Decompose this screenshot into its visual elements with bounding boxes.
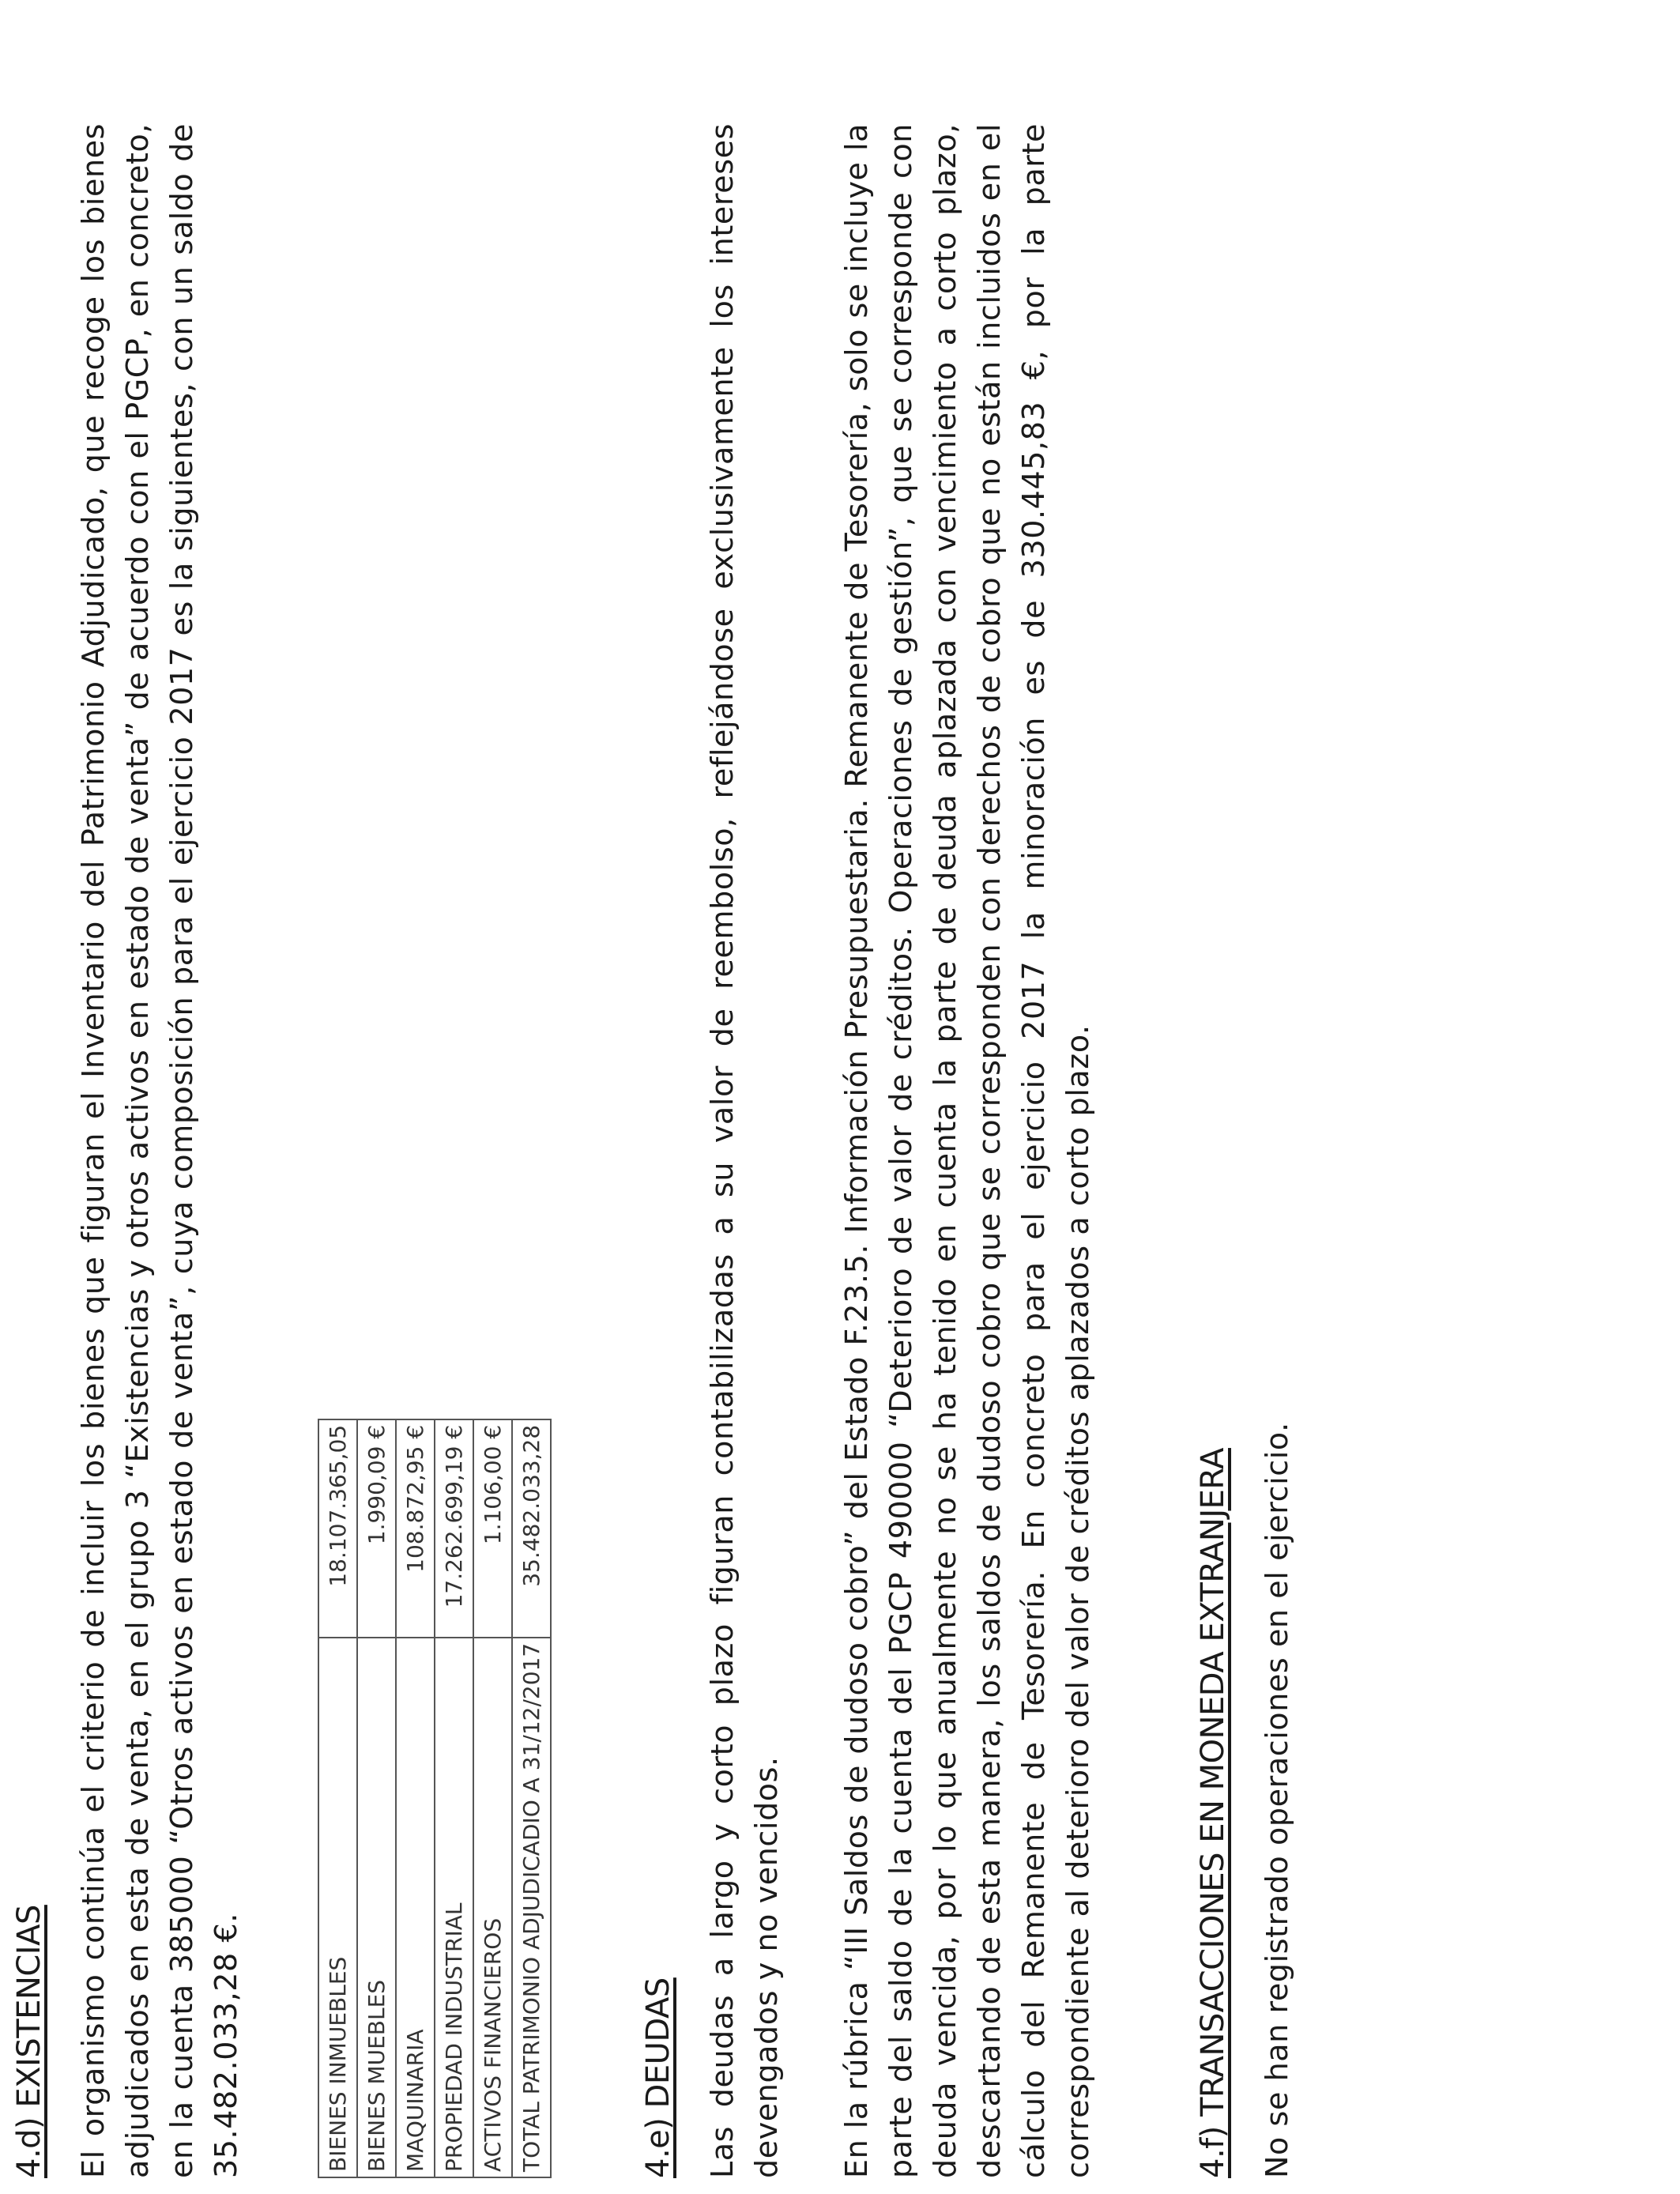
- paragraph-moneda-extranjera: No se han registrado operaciones en el ejercicio.: [1260, 1422, 1294, 2178]
- table-cell-label: TOTAL PATRIMONIO ADJUDICADIO A 31/12/2017: [512, 1638, 551, 2177]
- table-row-total: [512, 1419, 551, 2177]
- table-row: [435, 1419, 473, 2177]
- table-cell-value: 35.482.033,28: [512, 1419, 551, 1638]
- section-moneda-extranjera: [1195, 123, 1299, 2178]
- table-cell-value: 17.262.699,19 €: [435, 1419, 473, 1638]
- heading-moneda-extranjera: 4.f) TRANSACCIONES EN MONEDA EXTRANJERA: [1195, 1448, 1231, 2178]
- paragraph-deudas-1: Las deudas a largo y corto plazo figuran contabilizadas a su valor de reembolso, reflejándose exclusivamente los intereses devengados y no vencidos.: [705, 123, 784, 2178]
- table-cell-label: MAQUINARIA: [396, 1638, 435, 2177]
- table-cell-label: BIENES MUEBLES: [357, 1638, 396, 2177]
- section-deudas: [640, 123, 1100, 2178]
- table-row: [473, 1419, 512, 2177]
- heading-existencias: 4.d) EXISTENCIAS: [11, 1905, 47, 2178]
- table-row: [318, 1419, 357, 2177]
- table-cell-value: 108.872,95 €: [396, 1419, 435, 1638]
- table-cell-value: 18.107.365,05: [318, 1419, 357, 1638]
- patrimonio-table: [318, 1419, 552, 2178]
- table-row: [357, 1419, 396, 2177]
- heading-deudas: 4.e) DEUDAS: [640, 1977, 676, 2178]
- table-row: [396, 1419, 435, 2177]
- table-cell-value: 1.990,09 €: [357, 1419, 396, 1638]
- table-cell-label: PROPIEDAD INDUSTRIAL: [435, 1638, 473, 2177]
- document-content: [11, 123, 1299, 2178]
- paragraph-deudas-2: En la rúbrica “III Saldos de dudoso cobro” del Estado F.23.5. Información Presupuestaria. Remanente de Tesorería, solo se incluye la parte del saldo de la cuenta del PGCP 490000 “Deterioro de valor de créditos. Operaciones de gestión”, que se corresponde con deuda vencida, por lo que anualmente no se ha tenido en cuenta la parte de deuda aplazada con vencimiento a corto plazo, descartando de esta manera, los saldos de dudoso cobro que se corresponden con derechos de cobro que no están incluidos en el cálculo del Remanente de Tesorería. En concreto para el ejercicio 2017 la minoración es de 330.445,83 €, por la parte correspondiente al deterioro del valor de créditos aplazados a corto plazo.: [839, 123, 1095, 2178]
- table-cell-label: ACTIVOS FINANCIEROS: [473, 1638, 512, 2177]
- paragraph-existencias: El organismo continúa el criterio de incluir los bienes que figuran el Inventario del Patrimonio Adjudicado, que recoge los bienes adjudicados en esta de venta, en el grupo 3 “Existencias y otros activos en estado de venta” de acuerdo con el PGCP, en concreto, en la cuenta 385000 “Otros activos en estado de venta”, cuya composición para el ejercicio 2017 es la siguientes, con un saldo de 35.482.033,28 €.: [76, 123, 243, 2178]
- table-cell-label: BIENES INMUEBLES: [318, 1638, 357, 2177]
- table-cell-value: 1.106,00 €: [473, 1419, 512, 1638]
